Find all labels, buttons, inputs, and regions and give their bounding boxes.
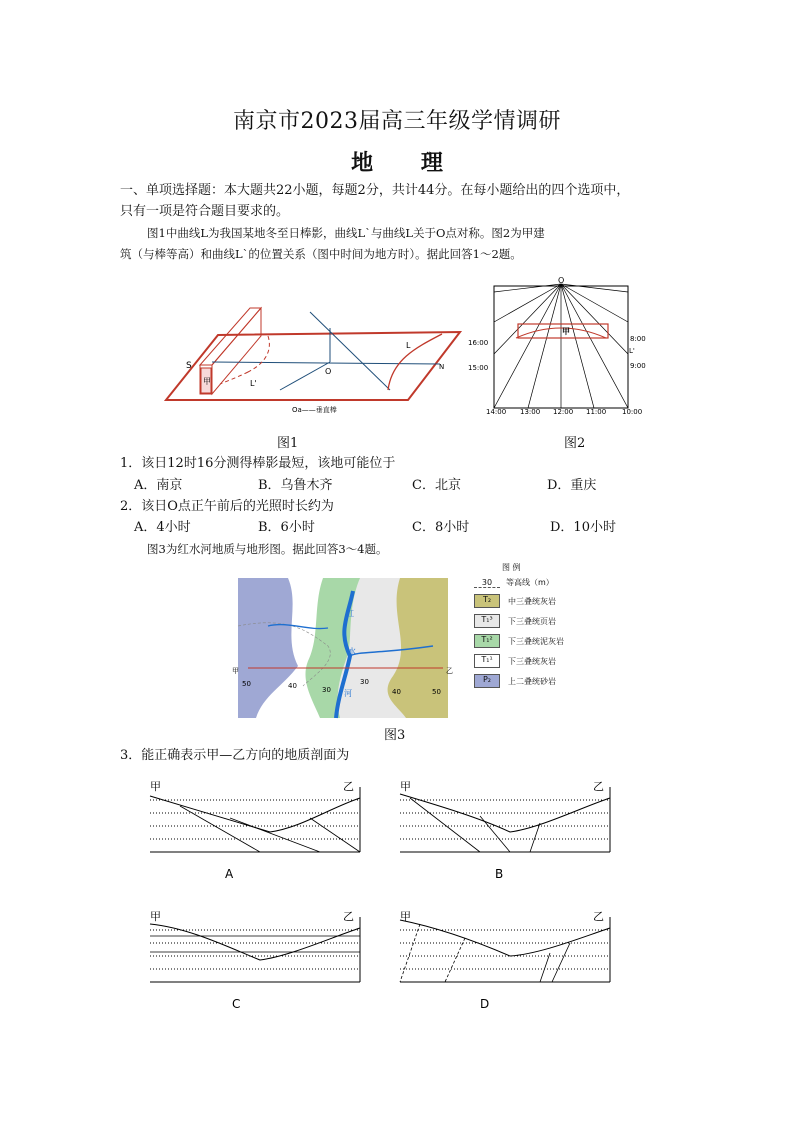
fig2-lprime-label: L' — [629, 347, 635, 355]
exam-title: 南京市2023届高三年级学情调研 — [233, 109, 561, 134]
fig3-legend — [474, 562, 564, 688]
figure-2 — [466, 274, 656, 424]
fig2-time-bottom: 11:00 — [586, 408, 607, 416]
legend-label: 下三叠统泥灰岩 — [508, 636, 564, 646]
intro-34: 图3为红水河地质与地形图。据此回答3～4题。 — [147, 542, 388, 556]
legend-title: 图 例 — [502, 563, 521, 572]
legend-swatch: T₁² — [474, 634, 500, 648]
question-1-stem: 1．该日12时16分测得棒影最短，该地可能位于 — [120, 456, 396, 471]
figure-3-map — [228, 576, 458, 722]
profile-b[interactable] — [400, 780, 610, 881]
profile-jia: 甲 — [150, 910, 161, 923]
question-2-stem: 2．该日O点正午前后的光照时长约为 — [120, 499, 334, 514]
legend-item — [474, 634, 564, 648]
subject-title: 地 理 — [351, 150, 443, 176]
profile-a[interactable] — [150, 780, 360, 881]
fig3-river-char: 河 — [344, 689, 352, 698]
fig2-time-bottom: 13:00 — [520, 408, 541, 416]
fig3-contour-label: 40 — [288, 682, 297, 690]
q2-option-a[interactable]: A．4小时 — [134, 520, 191, 535]
fig2-time-bottom: 14:00 — [486, 408, 507, 416]
fig3-contour-label: 40 — [392, 688, 401, 696]
profile-letter: D — [480, 997, 490, 1011]
profile-letter: A — [225, 867, 234, 881]
q1-option-d[interactable]: D．重庆 — [547, 478, 597, 493]
fig2-time-right: 9:00 — [630, 362, 646, 370]
fig3-river-char: 水 — [348, 647, 356, 656]
profile-jia: 甲 — [400, 910, 411, 923]
fig3-river-char: 红 — [346, 609, 354, 618]
section-heading-line1: 一、单项选择题：本大题共22小题，每题2分，共计44分。在每小题给出的四个选项中， — [120, 183, 630, 198]
fig2-time-left: 16:00 — [468, 339, 489, 347]
legend-swatch: P₂ — [474, 674, 500, 688]
figure-1 — [160, 290, 470, 420]
q2-option-b[interactable]: B．6小时 — [258, 520, 315, 535]
legend-item — [474, 594, 564, 608]
fig2-time-bottom: 10:00 — [622, 408, 643, 416]
fig1-l-label: L — [406, 341, 411, 350]
profile-jia: 甲 — [400, 780, 411, 793]
q1-option-a[interactable]: A．南京 — [134, 478, 183, 493]
q2-option-d[interactable]: D．10小时 — [550, 520, 616, 535]
fig3-contour-label: 50 — [242, 680, 251, 688]
q1-option-c[interactable]: C．北京 — [412, 478, 461, 493]
profile-yi: 乙 — [593, 910, 604, 923]
profile-letter: C — [232, 997, 241, 1011]
legend-label: 下三叠统页岩 — [508, 616, 556, 626]
intro-12-line2: 筑（与棒等高）和曲线L`的位置关系（图中时间为地方时）。据此回答1～2题。 — [120, 247, 522, 261]
legend-swatch: T₁³ — [474, 614, 500, 628]
legend-label: 中三叠统灰岩 — [508, 596, 556, 606]
profile-yi: 乙 — [593, 780, 604, 793]
figure-2-caption: 图2 — [564, 436, 586, 451]
legend-item — [474, 577, 564, 588]
fig2-time-left: 15:00 — [468, 364, 489, 372]
profile-letter: B — [495, 867, 504, 881]
legend-label: 下三叠统灰岩 — [508, 656, 556, 666]
profile-yi: 乙 — [343, 780, 354, 793]
legend-label: 上二叠统砂岩 — [508, 676, 556, 686]
legend-swatch: T₁¹ — [474, 654, 500, 668]
question-3-stem: 3．能正确表示甲—乙方向的地质剖面为 — [120, 748, 350, 763]
fig2-o-label: O — [558, 276, 565, 285]
legend-item — [474, 654, 564, 668]
intro-12-line1: 图1中曲线L为我国某地冬至日棒影，曲线L`与曲线L关于O点对称。图2为甲建 — [147, 226, 545, 240]
fig3-yi: 乙 — [446, 667, 453, 675]
profile-options — [140, 768, 640, 1018]
fig1-n-label: N — [439, 363, 445, 371]
fig3-jia: 甲 — [232, 667, 239, 675]
fig2-jia-label: 甲 — [562, 327, 570, 336]
legend-swatch: T₂ — [474, 594, 500, 608]
fig2-time-bottom: 12:00 — [553, 408, 574, 416]
fig3-contour-label: 50 — [432, 688, 441, 696]
fig1-jia-label: 甲 — [203, 377, 211, 386]
profile-jia: 甲 — [150, 780, 161, 793]
fig3-contour-label: 30 — [360, 678, 369, 686]
profile-d[interactable] — [400, 910, 610, 1011]
figure-1-caption: 图1 — [277, 436, 299, 451]
profile-c[interactable] — [150, 910, 360, 1011]
section-heading-line2: 只有一项是符合题目要求的。 — [120, 204, 290, 219]
legend-item — [474, 674, 564, 688]
q1-option-b[interactable]: B．乌鲁木齐 — [258, 478, 333, 493]
fig1-o-label: O — [325, 367, 332, 376]
legend-label: 等高线（m） — [506, 578, 554, 587]
legend-contour-symbol: 30 — [474, 578, 500, 588]
profile-yi: 乙 — [343, 910, 354, 923]
fig3-contour-label: 30 — [322, 686, 331, 694]
fig2-time-right: 8:00 — [630, 335, 646, 343]
fig1-s-label: S — [186, 361, 192, 371]
fig1-oa-label: Oa——垂直棒 — [292, 406, 337, 414]
legend-item — [474, 614, 564, 628]
figure-3-caption: 图3 — [384, 728, 406, 743]
fig1-lprime-label: L' — [250, 379, 257, 388]
q2-option-c[interactable]: C．8小时 — [412, 520, 470, 535]
